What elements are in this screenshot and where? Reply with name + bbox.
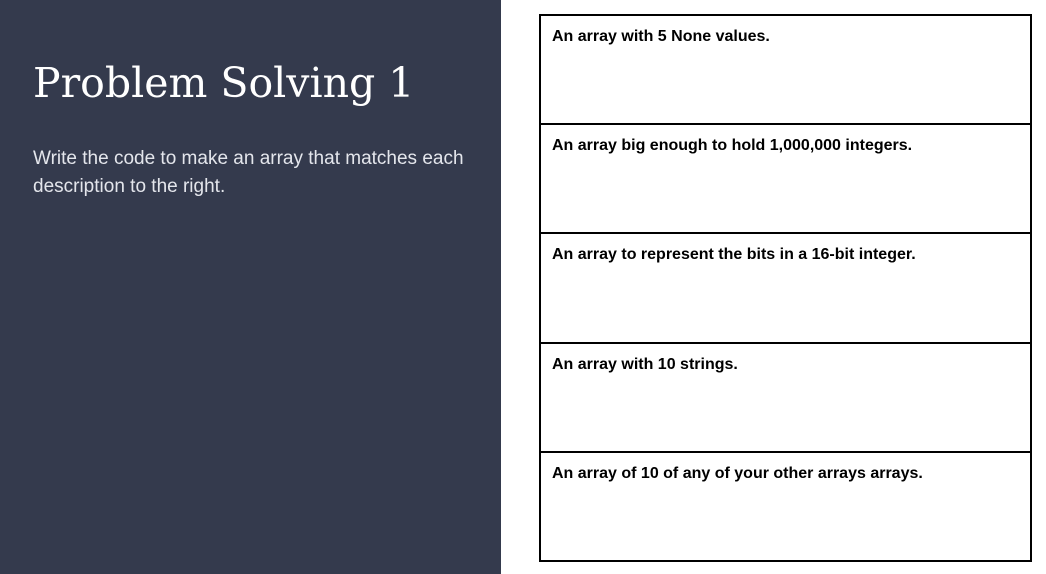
left-panel [0, 0, 501, 574]
table-cell-1[interactable]: An array with 5 None values. [540, 15, 1031, 124]
table-row [540, 343, 1031, 452]
slide-instructions: Write the code to make an array that matches each description to the right. [33, 148, 464, 197]
table-row [540, 15, 1031, 124]
description-table [539, 14, 1032, 562]
table-row [540, 233, 1031, 342]
table-cell-3[interactable]: An array to represent the bits in a 16-bit integer. [540, 233, 1031, 342]
table-cell-2[interactable]: An array big enough to hold 1,000,000 integers. [540, 124, 1031, 233]
table-row [540, 124, 1031, 233]
table-cell-4[interactable]: An array with 10 strings. [540, 343, 1031, 452]
table-cell-5[interactable]: An array of 10 of any of your other arrays arrays. [540, 452, 1031, 561]
table-row [540, 452, 1031, 561]
slide-title: Problem Solving 1 [33, 59, 415, 107]
